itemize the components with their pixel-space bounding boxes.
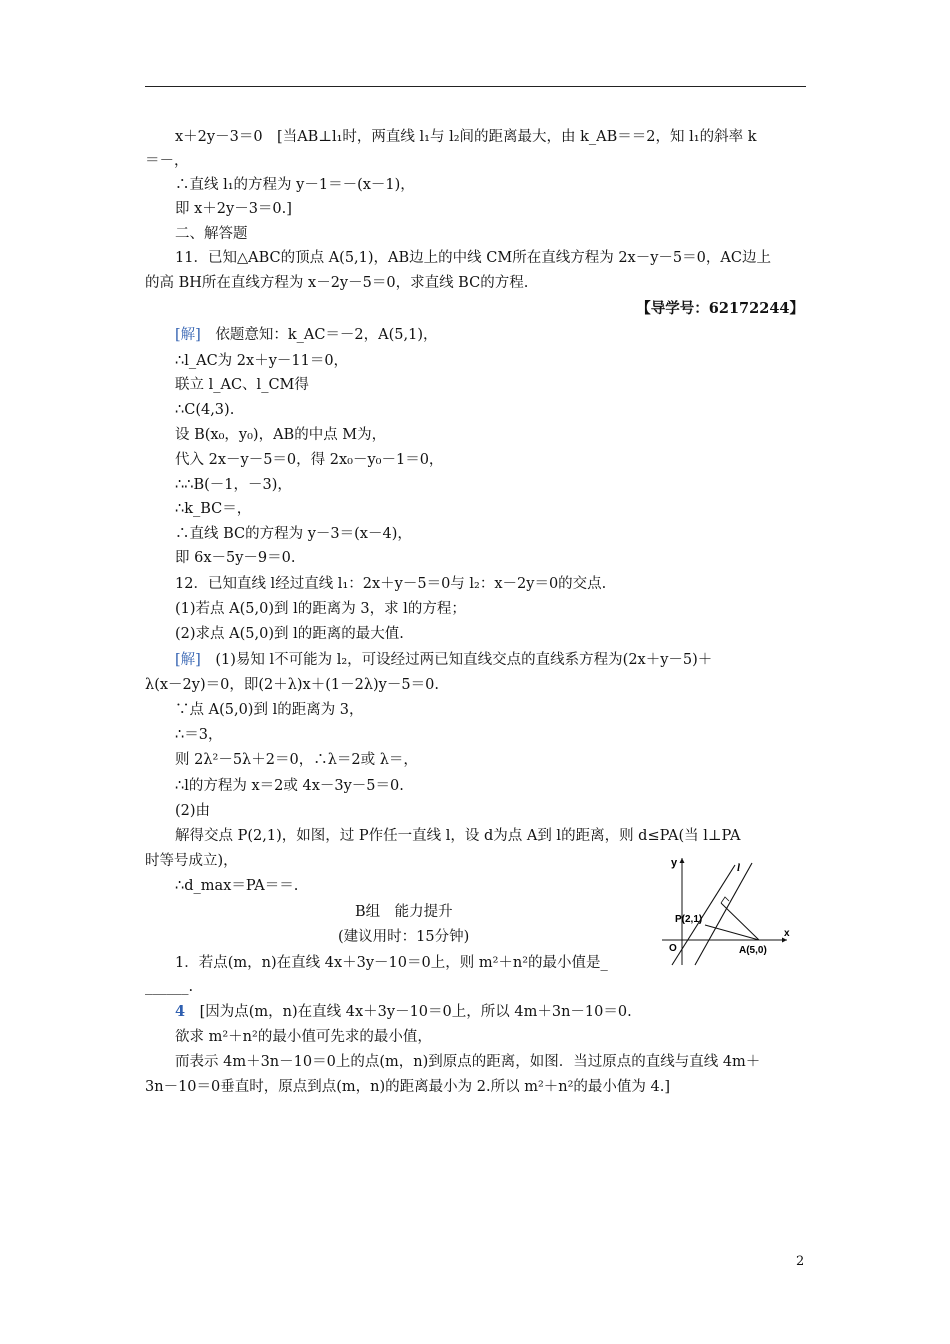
label-x: x — [784, 928, 790, 939]
guide-number: 【导学号：62172244】 — [636, 300, 804, 317]
text-line: ∴k_BC＝， — [175, 501, 252, 517]
answer-line: 4 [因为点(m，n)在直线 4x＋3y－10＝0上，所以 4m＋3n－10＝0. — [175, 1003, 632, 1020]
label-y: y — [671, 857, 678, 869]
y-arrow-icon — [680, 858, 685, 863]
text-line: ＝－， — [145, 153, 189, 169]
answer-value: 4 — [175, 1003, 186, 1020]
text-line: 代入 2x－y－5＝0，得 2x₀－y₀－1＝0， — [175, 452, 444, 468]
text-line: 即 x＋2y－3＝0.] — [175, 201, 292, 217]
text-line: (1)若点 A(5,0)到 l的距离为 3，求 l的方程； — [175, 601, 466, 617]
text-line: 联立 l_AC、l_CM得 — [175, 377, 309, 393]
text-line: 欲求 m²＋n²的最小值可先求的最小值， — [175, 1029, 432, 1045]
section-title-b: B组 能力提升 — [355, 904, 453, 920]
text-line: ∴d_max＝PA＝＝. — [175, 878, 299, 894]
label-o: O — [669, 943, 677, 954]
text-line: 的高 BH所在直线方程为 x－2y－5＝0，求直线 BC的方程. — [145, 275, 529, 291]
text-line: ∴C(4,3). — [175, 402, 235, 418]
geometry-figure — [657, 855, 792, 970]
problem-11: 11．已知△ABC的顶点 A(5,1)，AB边上的中线 CM所在直线方程为 2x－y－5＝0，AC边上 — [175, 250, 771, 266]
text-line: 则 2λ²－5λ＋2＝0，∴λ＝2或 λ＝， — [175, 752, 418, 768]
text-line: λ(x－2y)＝0，即(2＋λ)x＋(1－2λ)y－5＝0. — [145, 677, 439, 693]
text-line: ∴l_AC为 2x＋y－11＝0， — [175, 353, 349, 369]
problem-12: 12．已知直线 l经过直线 l₁：2x＋y－5＝0与 l₂：x－2y＝0的交点. — [175, 576, 607, 592]
text-line: x＋2y－3＝0 [当AB⊥l₁时，两直线 l₁与 l₂间的距离最大，由 k_AB＝＝2，知 l₁的斜率 k — [175, 129, 757, 145]
text-line: 解得交点 P(2,1)，如图，过 P作任一直线 l，设 d为点 A到 l的距离，则 d≤PA(当 l⊥PA — [175, 828, 741, 844]
text-line: 时等号成立)， — [145, 853, 238, 869]
suggested-time: (建议用时：15分钟) — [338, 929, 470, 945]
text-line: ∴直线 BC的方程为 y－3＝(x－4)， — [175, 526, 412, 542]
text-line: 即 6x－5y－9＝0. — [175, 550, 296, 566]
text-line: ∴∴B(－1，－3)， — [175, 477, 292, 493]
text-line: 而表示 4m＋3n－10＝0上的点(m，n)到原点的距离，如图．当过原点的直线与直线 4m＋ — [175, 1054, 761, 1070]
text-line: ∴＝3， — [175, 727, 223, 743]
page-number: 2 — [796, 1254, 805, 1269]
text-line: ______. — [145, 979, 194, 995]
label-p: P(2,1) — [675, 914, 703, 925]
text-line: (2)求点 A(5,0)到 l的距离的最大值. — [175, 626, 404, 642]
text-line: 3n－10＝0垂直时，原点到点(m，n)的距离最小为 2.所以 m²＋n²的最小值为 4.] — [145, 1079, 671, 1095]
header-rule — [145, 86, 806, 87]
solution-line: [解] 依题意知：k_AC＝－2，A(5,1)， — [175, 327, 438, 343]
problem-b1: 1．若点(m，n)在直线 4x＋3y－10＝0上，则 m²＋n²的最小值是_ — [175, 955, 608, 971]
solution-line: [解] (1)易知 l不可能为 l₂，可设经过两已知直线交点的直线系方程为(2x＋y－5)＋ — [175, 652, 713, 668]
text-line: (2)由 — [175, 803, 211, 819]
text-line: ∵点 A(5,0)到 l的距离为 3， — [175, 702, 364, 718]
label-l: l — [737, 862, 741, 874]
solution-label: [解] — [175, 652, 201, 668]
text-line: 设 B(x₀，y₀)，AB的中点 M为， — [175, 427, 387, 443]
text-line: ∴l的方程为 x＝2或 4x－3y－5＝0. — [175, 778, 404, 794]
section-heading: 二、解答题 — [175, 226, 248, 242]
label-a: A(5,0) — [739, 945, 767, 956]
solution-label: [解] — [175, 327, 201, 343]
text-line: ∴直线 l₁的方程为 y－1＝－(x－1)， — [175, 177, 415, 193]
right-angle-mark — [721, 897, 729, 903]
